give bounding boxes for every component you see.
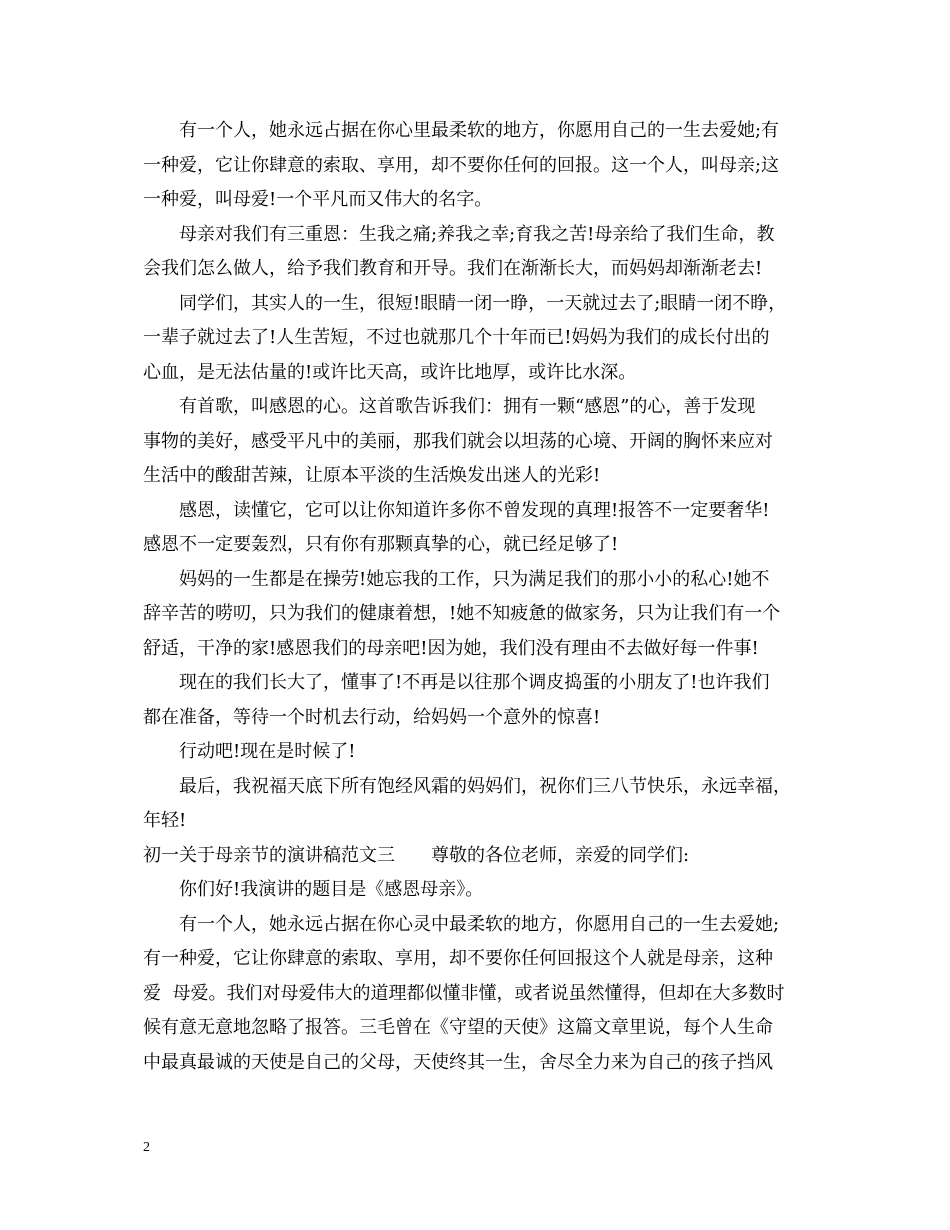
text-line: 爱 母爱。我们对母爱伟大的道理都似懂非懂，或者说虽然懂得，但却在大多数时 [143,982,785,1004]
text-line: 一辈子就过去了!人生苦短，不过也就那几个十年而已!妈妈为我们的成长付出的 [143,327,770,348]
text-line: 同学们，其实人的一生，很短!眼睛一闭一睁，一天就过去了;眼睛一闭不睁， [179,292,787,314]
text-line: 你们好!我演讲的题目是《感恩母亲》。 [179,879,484,900]
text-line: 母亲对我们有三重恩：生我之痛;养我之幸;育我之苦!母亲给了我们生命，教 [179,223,775,245]
text-line: 感恩，读懂它，它可以让你知道许多你不曾发现的真理!报答不一定要奢华! [179,499,770,521]
text-line: 会我们怎么做人，给予我们教育和开导。我们在渐渐长大，而妈妈却渐渐老去! [143,258,763,279]
text-line: 候有意无意地忽略了报答。三毛曾在《守望的天使》这篇文章里说，每个人生命 [143,1017,773,1038]
text-line: 有一种爱，它让你肆意的索取、享用，却不要你任何回报这个人就是母亲，这种 [143,948,773,969]
page-number: 2 [143,1140,150,1155]
text-line: 一种爱，叫母爱!一个平凡而又伟大的名字。 [143,189,493,210]
text-line: 初一关于母亲节的演讲稿范文三 尊敬的各位老师，亲爱的同学们: [143,844,690,866]
text-line: 辞辛苦的唠叨，只为我们的健康着想，!她不知疲惫的做家务，只为让我们有一个 [143,603,781,624]
body-text [143,114,813,1080]
text-line: 心血，是无法估量的!或许比天高，或许比地厚，或许比水深。 [143,361,637,383]
text-line: 都在准备，等待一个时机去行动，给妈妈一个意外的惊喜! [143,706,601,728]
text-line: 一种爱，它让你肆意的索取、享用，却不要你任何的回报。这一个人，叫母亲;这 [143,154,780,176]
text-line: 有一个人，她永远占据在你心灵中最柔软的地方，你愿用自己的一生去爱她; [179,913,780,935]
text-line: 感恩不一定要轰烈，只有你有那颗真挚的心，就已经足够了! [143,534,619,555]
text-line: 事物的美好，感受平凡中的美丽，那我们就会以坦荡的心境、开阔的胸怀来应对 [143,430,773,452]
text-line: 年轻! [143,810,187,831]
text-line: 有首歌，叫感恩的心。这首歌告诉我们：拥有一颗“感恩”的心，善于发现 [179,396,756,417]
text-line: 舒适，干净的家!感恩我们的母亲吧!因为她，我们没有理由不去做好每一件事! [143,637,759,659]
text-line: 中最真最诚的天使是自己的父母，天使终其一生，舍尽全力来为自己的孩子挡风 [143,1051,773,1073]
text-line: 有一个人，她永远占据在你心里最柔软的地方，你愿用自己的一生去爱她;有 [179,120,780,141]
text-line: 行动吧!现在是时候了! [179,741,356,762]
text-line: 生活中的酸甜苦辣，让原本平淡的生活焕发出迷人的光彩! [143,465,601,486]
text-line: 妈妈的一生都是在操劳!她忘我的工作，只为满足我们的那小小的私心!她不 [179,568,770,590]
text-line: 现在的我们长大了，懂事了!不再是以往那个调皮捣蛋的小朋友了!也许我们 [179,672,770,693]
text-line: 最后，我祝福天底下所有饱经风霜的妈妈们，祝你们三八节快乐，永远幸福， [179,775,791,797]
